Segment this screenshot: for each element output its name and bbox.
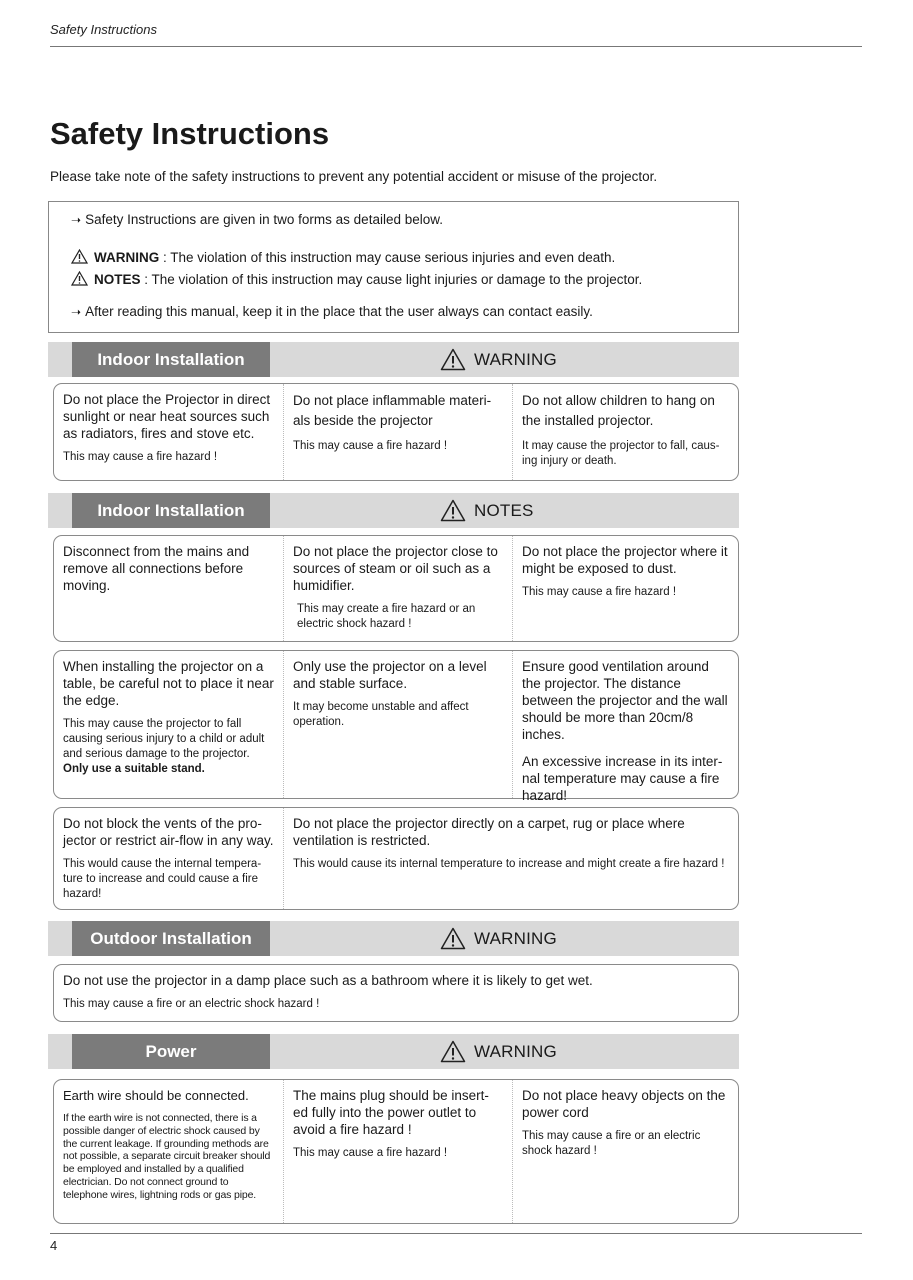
section-header-outdoor-warning (48, 921, 739, 956)
hazard-note: This may cause the projector to fall causing serious injury to a child or adult and serious damage to the projector. (63, 718, 265, 760)
hazard-note: This may cause a fire or an electric shock hazard ! (522, 1130, 701, 1157)
instruction-text: Do not use the projector in a damp place such as a bathroom where it is likely to get wet. (63, 973, 593, 988)
section-header-power-warning (48, 1034, 739, 1069)
section-header-indoor-warning (48, 342, 739, 377)
instruction-column (54, 1080, 283, 1223)
instruction-column (512, 651, 739, 803)
warning-triangle-icon (71, 249, 88, 264)
section-type-label: WARNING (474, 1041, 557, 1061)
instruction-text: Only use the projector on a level and stable surface. (293, 659, 487, 691)
instruction-text: Ensure good ventilation around the projector. The distance between the projector and the wall should be more than 20cm/8 inches. (522, 659, 728, 742)
warning-triangle-icon (440, 348, 466, 371)
section-type-label: WARNING (474, 349, 557, 369)
instruction-column (283, 384, 512, 480)
legend-line-forms (71, 212, 443, 227)
legend-line-notes (71, 271, 642, 287)
section-type (440, 342, 557, 377)
instruction-text: Disconnect from the mains and remove all connections before moving. (63, 544, 250, 593)
instruction-card (53, 650, 739, 803)
hazard-note: This would cause the internal tempera- ture to increase and could cause a fire hazard! (63, 858, 262, 900)
instruction-text: The mains plug should be insert- ed fully into the power outlet to avoid a fire hazard ! (293, 1088, 489, 1137)
instruction-card (53, 383, 739, 481)
section-label: Outdoor Installation (72, 921, 270, 956)
instruction-column (54, 651, 283, 798)
warning-triangle-icon (71, 271, 88, 286)
hazard-note: It may cause the projector to fall, caus- ing injury or death. (522, 440, 720, 467)
hazard-note: It may become unstable and affect operation. (293, 701, 469, 728)
instruction-text: Do not place the Projector in direct sunlight or near heat sources such as radiators, fires and stove etc. (63, 392, 271, 441)
section-type (440, 493, 534, 528)
warning-triangle-icon (440, 927, 466, 950)
section-type (440, 1034, 557, 1069)
instruction-text: Earth wire should be connected. (63, 1088, 249, 1103)
instruction-column (512, 536, 739, 641)
hazard-note: If the earth wire is not connected, there is a possible danger of electric shock caused by the current leakage. If grounding methods are not possible, a separate circuit breaker should be employed and installed by a qualified electrician. Do not connect ground to telephone wires, lightning rods or gas pipe. (63, 1112, 271, 1201)
legend-box (48, 201, 739, 333)
notes-label: NOTES (94, 272, 141, 287)
right-arrow-icon: ➝ (71, 213, 82, 227)
intro-text: Please take note of the safety instructions to prevent any potential accident or misuse of the projector. (50, 169, 658, 184)
instruction-text: Do not place the projector where it might be exposed to dust. (522, 544, 728, 576)
instruction-column (512, 384, 739, 480)
legend-line-warning (71, 249, 615, 265)
stand-advice: Only use a suitable stand. (63, 763, 205, 775)
instruction-text: Do not allow children to hang on the installed projector. (522, 393, 715, 428)
footer-rule (50, 1233, 862, 1234)
section-type (440, 921, 557, 956)
section-header-indoor-notes (48, 493, 739, 528)
warning-triangle-icon (440, 1040, 466, 1063)
notes-definition: : The violation of this instruction may cause light injuries or damage to the projector. (144, 272, 643, 287)
instruction-card (53, 807, 739, 910)
instruction-text: Do not place the projector close to sources of steam or oil such as a humidifier. (293, 544, 498, 593)
section-label: Indoor Installation (72, 342, 270, 377)
hazard-note: This may cause a fire hazard ! (63, 451, 218, 463)
instruction-column (54, 384, 283, 480)
running-header: Safety Instructions (50, 22, 157, 37)
instruction-card (53, 535, 739, 642)
header-rule (50, 46, 862, 47)
instruction-column (283, 536, 512, 641)
instruction-column (54, 965, 738, 1021)
hazard-note: This may cause a fire hazard ! (293, 1147, 448, 1159)
legend-forms-text: Safety Instructions are given in two forms as detailed below. (85, 212, 443, 227)
instruction-text: Do not place inflammable materi- als beside the projector (293, 393, 492, 428)
legend-line-keep (71, 304, 593, 319)
instruction-column (54, 536, 283, 641)
instruction-text: Do not place heavy objects on the power cord (522, 1088, 726, 1120)
instruction-card (53, 964, 739, 1022)
instruction-text: Do not place the projector directly on a carpet, rug or place where ventilation is restricted. (293, 816, 685, 848)
instruction-column (54, 808, 283, 909)
section-type-label: NOTES (474, 500, 534, 520)
section-label: Indoor Installation (72, 493, 270, 528)
hazard-note: This would cause its internal temperature to increase and might create a fire hazard ! (293, 858, 725, 870)
hazard-note: This may create a fire hazard or an electric shock hazard ! (297, 603, 476, 630)
instruction-column (283, 1080, 512, 1223)
page-title: Safety Instructions (50, 116, 330, 151)
warning-definition: : The violation of this instruction may cause serious injuries and even death. (163, 250, 616, 265)
warning-label: WARNING (94, 250, 160, 265)
hazard-note: This may cause a fire hazard ! (293, 440, 448, 452)
page-number: 4 (50, 1238, 58, 1253)
instruction-column (512, 1080, 739, 1223)
warning-triangle-icon (440, 499, 466, 522)
section-label: Power (72, 1034, 270, 1069)
hazard-note: This may cause a fire hazard ! (522, 586, 677, 598)
legend-keep-text: After reading this manual, keep it in the place that the user always can contact easily. (85, 304, 593, 319)
instruction-text: An excessive increase in its inter- nal temperature may cause a fire hazard! (522, 754, 723, 803)
instruction-card (53, 1079, 739, 1224)
hazard-note: This may cause a fire or an electric shock hazard ! (63, 998, 320, 1010)
instruction-text: When installing the projector on a table, be careful not to place it near the edge. (63, 659, 274, 708)
instruction-text: Do not block the vents of the pro- jector or restrict air-flow in any way. (63, 816, 274, 848)
section-type-label: WARNING (474, 928, 557, 948)
instruction-column (283, 651, 512, 798)
instruction-column (283, 808, 739, 909)
right-arrow-icon: ➝ (71, 305, 82, 319)
